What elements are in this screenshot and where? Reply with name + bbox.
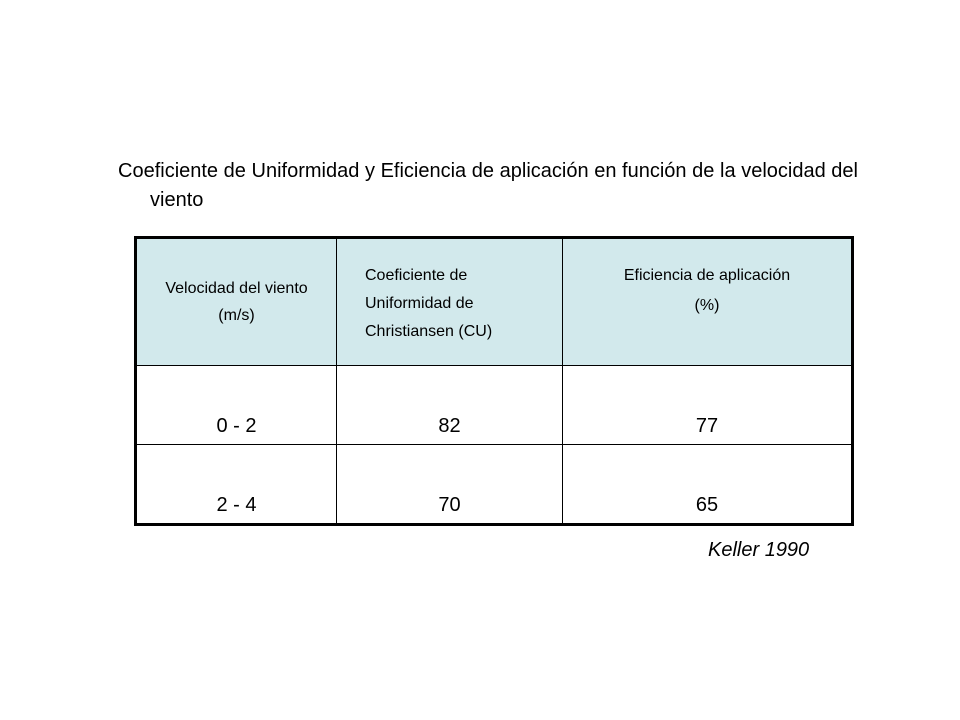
- header-uniformity-line-2: Uniformidad de: [365, 295, 474, 312]
- cell-wind-speed: 0 - 2: [136, 366, 337, 445]
- cell-efficiency: 65: [563, 445, 853, 525]
- table-header-row: [136, 238, 853, 366]
- cell-cu: 82: [337, 366, 563, 445]
- table-row: [136, 366, 853, 445]
- header-wind-speed-unit: (m/s): [218, 307, 255, 324]
- source-citation: Keller 1990: [708, 539, 810, 561]
- header-uniformity-coefficient: [337, 238, 563, 366]
- cell-wind-speed: 2 - 4: [136, 445, 337, 525]
- header-uniformity-line-1: Coeficiente de: [365, 267, 468, 284]
- table-row: [136, 445, 853, 525]
- cell-efficiency: 77: [563, 366, 853, 445]
- header-application-efficiency: [563, 238, 853, 366]
- header-uniformity-line-3: Christiansen (CU): [365, 323, 493, 340]
- header-efficiency-label: Eficiencia de aplicación: [623, 267, 791, 284]
- header-efficiency-unit: (%): [694, 297, 720, 314]
- slide-title: Coeficiente de Uniformidad y Eficiencia de aplicación en función de la velocidad del viento: [118, 160, 858, 211]
- header-wind-speed: [136, 238, 337, 366]
- cell-cu: 70: [337, 445, 563, 525]
- header-wind-speed-label: Velocidad del viento: [165, 280, 308, 297]
- wind-efficiency-table: [134, 236, 854, 526]
